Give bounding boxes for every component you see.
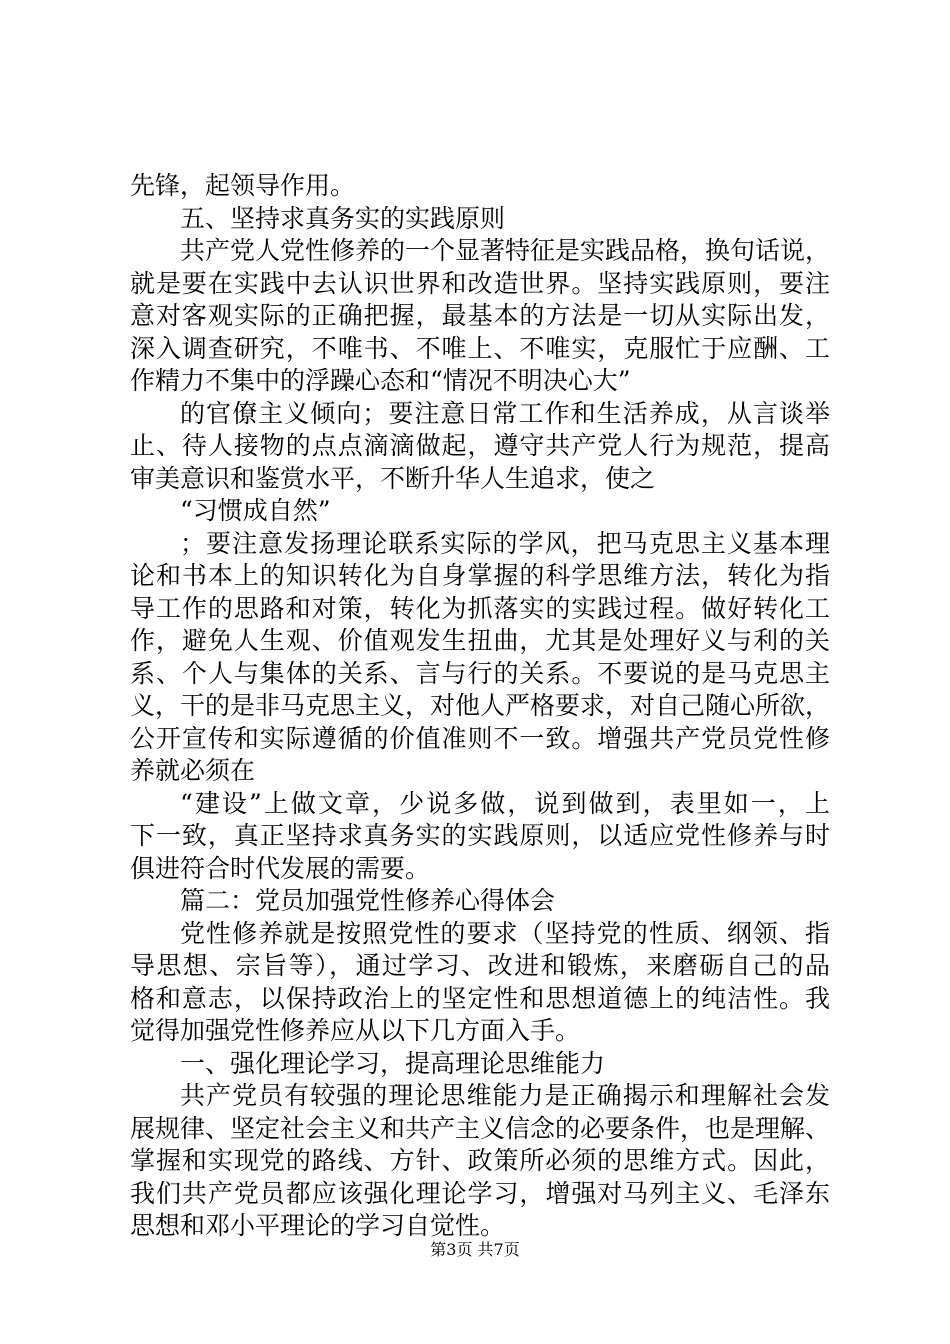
text-line: 导思想、宗旨等），通过学习、改进和锻炼，来磨砺自己的品 <box>130 951 830 980</box>
text-line: 意对客观实际的正确把握，最基本的方法是一切从实际出发， <box>130 301 830 330</box>
text-line: 作，避免人生观、价值观发生扭曲，尤其是处理好义与利的关 <box>130 626 830 655</box>
body-text <box>130 170 830 1243</box>
text-line: 先锋，起领导作用。 <box>130 171 356 200</box>
text-line: 系、个人与集体的关系、言与行的关系。不要说的是马克思主 <box>130 658 830 688</box>
text-line: 掌握和实现党的路线、方针、政策所必须的思维方式。因此， <box>130 1146 830 1175</box>
text-line: “习惯成自然” <box>180 496 331 525</box>
text-line: 作精力不集中的浮躁心态和“情况不明决心大” <box>130 366 631 395</box>
text-line: 共产党员有较强的理论思维能力是正确揭示和理解社会发 <box>180 1081 830 1110</box>
text-line: “建设”上做文章，少说多做，说到做到，表里如一，上 <box>180 788 830 818</box>
text-line: 我们共产党员都应该强化理论学习，增强对马列主义、毛泽东 <box>130 1178 830 1208</box>
text-line: 公开宣传和实际遵循的价值准则不一致。增强共产党员党性修 <box>130 723 830 753</box>
text-line: 论和书本上的知识转化为自身掌握的科学思维方法，转化为指 <box>130 561 830 590</box>
text-line: 养就必须在 <box>130 756 256 785</box>
text-line: 止、待人接物的点点滴滴做起，遵守共产党人行为规范，提高 <box>130 431 830 460</box>
section-heading: 五、坚持求真务实的实践原则 <box>180 203 506 233</box>
text-line: 思想和邓小平理论的学习自觉性。 <box>130 1211 506 1240</box>
text-line: 深入调查研究，不唯书、不唯上、不唯实，克服忙于应酬、工 <box>130 333 830 363</box>
text-line: 俱进符合时代发展的需要。 <box>130 853 431 883</box>
text-line: 展规律、坚定社会主义和共产主义信念的必要条件，也是理解、 <box>130 1113 831 1143</box>
text-line: 的官僚主义倾向；要注意日常工作和生活养成，从言谈举 <box>180 398 830 428</box>
text-line: ；要注意发扬理论联系实际的学风，把马克思主义基本理 <box>180 528 830 558</box>
text-line: 共产党人党性修养的一个显著特征是实践品格，换句话说， <box>180 236 831 265</box>
text-line: 审美意识和鉴赏水平，不断升华人生追求，使之 <box>130 463 656 493</box>
section-heading: 篇二：党员加强党性修养心得体会 <box>180 886 556 915</box>
text-line: 党性修养就是按照党性的要求（坚持党的性质、纲领、指 <box>180 918 830 948</box>
text-line: 义，干的是非马克思主义，对他人严格要求，对自己随心所欲， <box>130 691 831 720</box>
text-line: 导工作的思路和对策，转化为抓落实的实践过程。做好转化工 <box>130 593 830 623</box>
text-line: 觉得加强党性修养应从以下几方面入手。 <box>130 1016 581 1045</box>
text-line: 就是要在实践中去认识世界和改造世界。坚持实践原则，要注 <box>130 268 830 298</box>
text-line: 下一致，真正坚持求真务实的实践原则，以适应党性修养与时 <box>130 821 830 850</box>
section-heading: 一、强化理论学习，提高理论思维能力 <box>180 1048 606 1078</box>
text-line: 格和意志，以保持政治上的坚定性和思想道德上的纯洁性。我 <box>130 983 830 1013</box>
page-number-footer: 第3页 共7页 <box>430 1240 520 1259</box>
